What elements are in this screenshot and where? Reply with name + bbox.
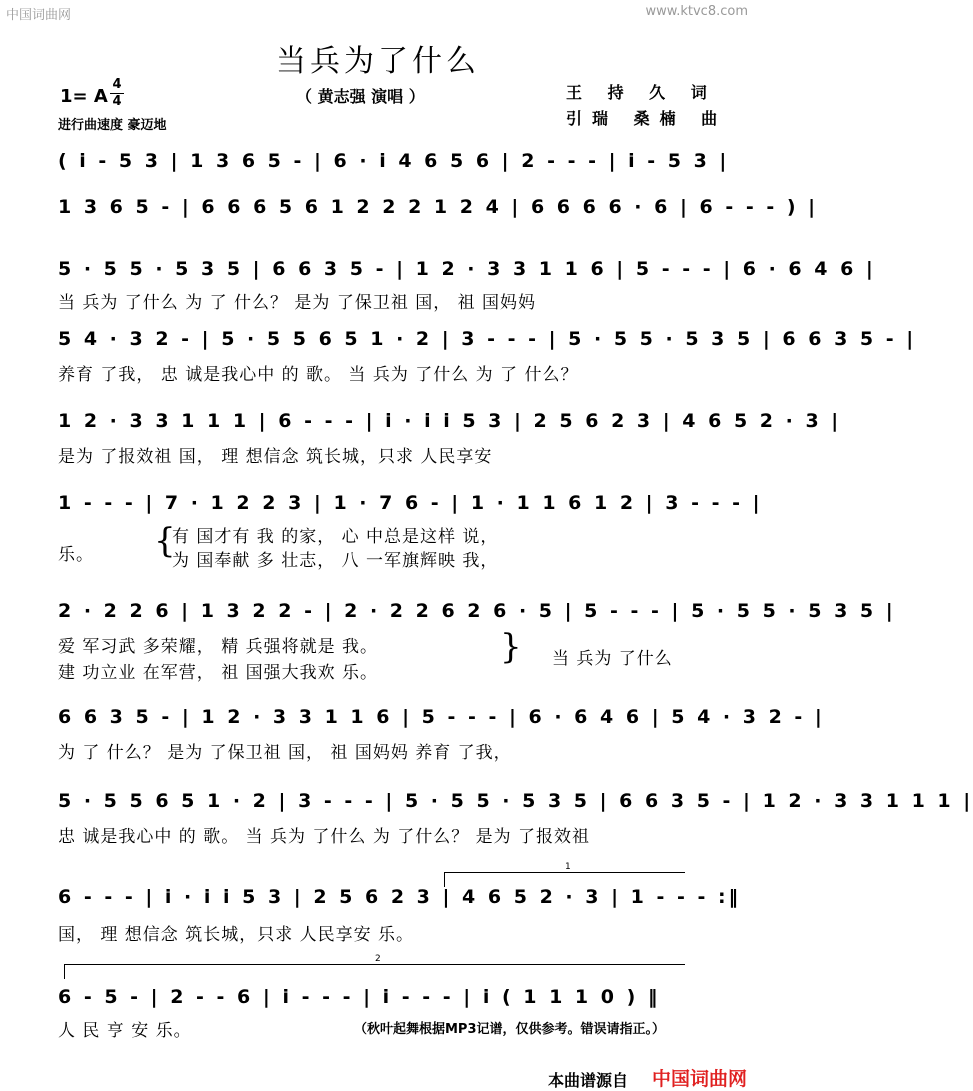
lyrics-row: 养育 了我， 忠 诚是我心中 的 歌。 当 兵为 了什么 为 了 什么？ <box>58 365 579 385</box>
notation-row: 1 2 · 3 3 1 1 1 | 6 - - - | i · i i 5 3 | 2 5 6 2 3 | 4 6 5 2 · 3 | <box>58 410 842 432</box>
transcriber-note: （秋叶起舞根据MP3记谱，仅供参考。错误请指正。） <box>354 1022 666 1037</box>
verse-brace-close: } <box>500 627 522 667</box>
lyrics-row: 当 兵为 了什么 为 了 什么？ 是为 了保卫祖 国， 祖 国妈妈 <box>58 293 537 313</box>
time-signature <box>110 78 124 109</box>
source-label: 本曲谱源自 <box>548 1071 629 1090</box>
lyrics-verse-1: 爱 军习武 多荣耀， 精 兵强将就是 我。 <box>58 637 379 657</box>
time-signature-top: 4 <box>112 77 122 92</box>
lyrics-row: 国， 理 想信念 筑长城，只求 人民享安 乐。 <box>58 925 415 945</box>
lyrics-verse-2: 为 国奉献 多 壮志， 八 一军旗辉映 我， <box>172 551 499 571</box>
verse-brace: { <box>154 521 176 561</box>
notation-row: 1 3 6 5 - | 6 6 6 5 6 1 2 2 2 1 2 4 | 6 6 6 6 · 6 | 6 - - - ) | <box>58 196 819 218</box>
lyrics-row: 是为 了报效祖 国， 理 想信念 筑长城，只求 人民享安 <box>58 447 493 467</box>
volta-2: 2 <box>64 964 685 979</box>
tempo-marking: 进行曲速度 豪迈地 <box>58 118 167 133</box>
lyrics-row: 乐。 <box>58 545 94 565</box>
lyrics-row: 人 民 亨 安 乐。 <box>58 1021 192 1041</box>
lyricist-credit: 王 持 久 词 <box>566 83 717 102</box>
notation-row: 6 6 3 5 - | 1 2 · 3 3 1 1 6 | 5 - - - | 6 · 6 4 6 | 5 4 · 3 2 - | <box>58 706 825 728</box>
notation-row: 2 · 2 2 6 | 1 3 2 2 - | 2 · 2 2 6 2 6 · 5 | 5 - - - | 5 · 5 5 · 5 3 5 | <box>58 600 896 622</box>
notation-row: 6 - 5 - | 2 - - 6 | i - - - | i - - - | i ( 1 1 1 0 ) ‖ <box>58 986 661 1008</box>
lyrics-verse-1: 有 国才有 我 的家， 心 中总是这样 说， <box>172 527 499 547</box>
notation-row: 5 4 · 3 2 - | 5 · 5 5 6 5 1 · 2 | 3 - - - | 5 · 5 5 · 5 3 5 | 6 6 3 5 - | <box>58 328 917 350</box>
lyrics-verse-2: 建 功立业 在军营， 祖 国强大我欢 乐。 <box>58 663 379 683</box>
notation-row: 1 - - - | 7 · 1 2 2 3 | 1 · 7 6 - | 1 · 1 1 6 1 2 | 3 - - - | <box>58 492 763 514</box>
notation-row: 6 - - - | i · i i 5 3 | 2 5 6 2 3 | 4 6 5 2 · 3 | 1 - - - :‖ <box>58 886 742 908</box>
volta-1: 1 <box>444 872 685 887</box>
singer-credit: （ 黄志强 演唱 ） <box>296 87 425 106</box>
watermark-left: 中国词曲网 <box>6 8 72 23</box>
song-title: 当兵为了什么 <box>276 44 480 79</box>
lyrics-row: 当 兵为 了什么 <box>552 649 673 669</box>
notation-row: 5 · 5 5 · 5 3 5 | 6 6 3 5 - | 1 2 · 3 3 1 1 6 | 5 - - - | 6 · 6 4 6 | <box>58 258 876 280</box>
lyrics-row: 为 了 什么？ 是为 了保卫祖 国， 祖 国妈妈 养育 了我， <box>58 743 512 763</box>
notation-row: ( i - 5 3 | 1 3 6 5 - | 6 · i 4 6 5 6 | 2 - - - | i - 5 3 | <box>58 150 730 172</box>
site-logo-text[interactable]: 中国词曲网 <box>652 1068 748 1090</box>
lyrics-row: 忠 诚是我心中 的 歌。 当 兵为 了什么 为 了什么？ 是为 了报效祖 <box>58 827 591 847</box>
key-signature: 1= A <box>60 86 108 107</box>
notation-row: 5 · 5 5 6 5 1 · 2 | 3 - - - | 5 · 5 5 · 5 3 5 | 6 6 3 5 - | 1 2 · 3 3 1 1 1 | <box>58 790 973 812</box>
time-signature-bottom: 4 <box>112 94 122 109</box>
watermark-right: www.ktvc8.com <box>645 4 748 19</box>
composer-credit: 引瑞 桑楠 曲 <box>566 109 728 128</box>
